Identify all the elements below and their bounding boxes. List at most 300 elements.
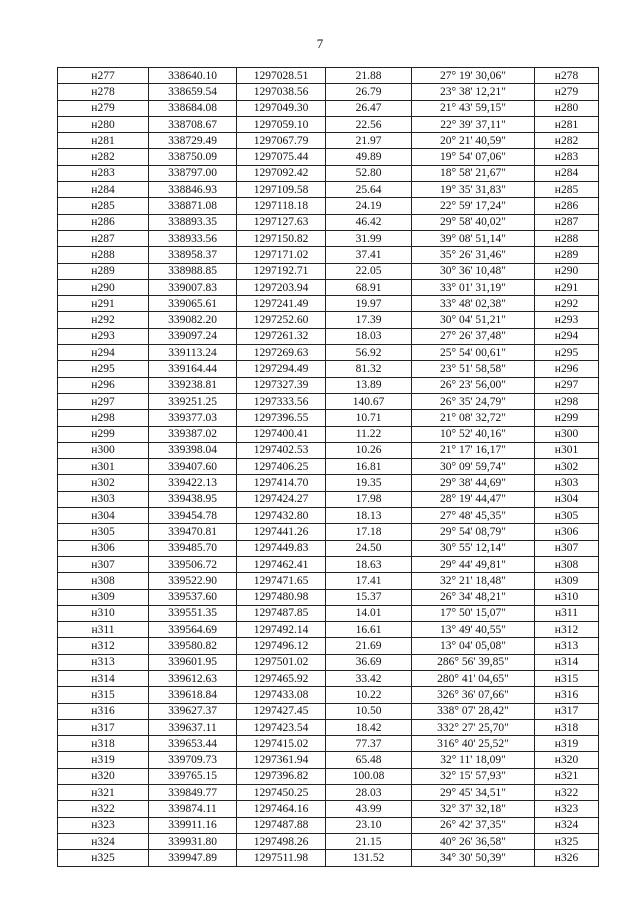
point-id-cell: н315 bbox=[58, 687, 149, 703]
next-point-cell: н280 bbox=[535, 100, 599, 116]
x-coordinate-cell: 339709.73 bbox=[149, 752, 237, 768]
y-coordinate-cell: 1297496.12 bbox=[237, 638, 326, 654]
x-coordinate-cell: 338797.00 bbox=[149, 165, 237, 181]
point-id-cell: н298 bbox=[58, 410, 149, 426]
table-row bbox=[58, 670, 599, 686]
bearing-cell: 20° 21' 40,59" bbox=[412, 133, 535, 149]
next-point-cell: н293 bbox=[535, 312, 599, 328]
bearing-cell: 22° 39' 37,11" bbox=[412, 116, 535, 132]
bearing-cell: 27° 26' 37,48" bbox=[412, 328, 535, 344]
bearing-cell: 326° 36' 07,66" bbox=[412, 687, 535, 703]
x-coordinate-cell: 339377.03 bbox=[149, 410, 237, 426]
x-coordinate-cell: 339407.60 bbox=[149, 459, 237, 475]
next-point-cell: н307 bbox=[535, 540, 599, 556]
table-row bbox=[58, 345, 599, 361]
point-id-cell: н297 bbox=[58, 393, 149, 409]
next-point-cell: н291 bbox=[535, 279, 599, 295]
bearing-cell: 25° 54' 00,61" bbox=[412, 345, 535, 361]
distance-cell: 49.89 bbox=[326, 149, 412, 165]
y-coordinate-cell: 1297511.98 bbox=[237, 850, 326, 866]
bearing-cell: 29° 45' 34,51" bbox=[412, 785, 535, 801]
bearing-cell: 21° 43' 59,15" bbox=[412, 100, 535, 116]
table-row bbox=[58, 296, 599, 312]
y-coordinate-cell: 1297462.41 bbox=[237, 556, 326, 572]
next-point-cell: н320 bbox=[535, 752, 599, 768]
x-coordinate-cell: 339113.24 bbox=[149, 345, 237, 361]
x-coordinate-cell: 338846.93 bbox=[149, 182, 237, 198]
y-coordinate-cell: 1297241.49 bbox=[237, 296, 326, 312]
y-coordinate-cell: 1297396.55 bbox=[237, 410, 326, 426]
table-row bbox=[58, 703, 599, 719]
table-row bbox=[58, 605, 599, 621]
next-point-cell: н296 bbox=[535, 361, 599, 377]
distance-cell: 15.37 bbox=[326, 589, 412, 605]
x-coordinate-cell: 339438.95 bbox=[149, 491, 237, 507]
bearing-cell: 17° 50' 15,07" bbox=[412, 605, 535, 621]
next-point-cell: н322 bbox=[535, 785, 599, 801]
point-id-cell: н290 bbox=[58, 279, 149, 295]
point-id-cell: н289 bbox=[58, 263, 149, 279]
point-id-cell: н310 bbox=[58, 605, 149, 621]
bearing-cell: 286° 56' 39,85" bbox=[412, 654, 535, 670]
y-coordinate-cell: 1297092.42 bbox=[237, 165, 326, 181]
x-coordinate-cell: 338933.56 bbox=[149, 230, 237, 246]
distance-cell: 17.41 bbox=[326, 573, 412, 589]
bearing-cell: 280° 41' 04,65" bbox=[412, 670, 535, 686]
table-row bbox=[58, 491, 599, 507]
next-point-cell: н313 bbox=[535, 638, 599, 654]
next-point-cell: н300 bbox=[535, 426, 599, 442]
point-id-cell: н288 bbox=[58, 247, 149, 263]
x-coordinate-cell: 339065.61 bbox=[149, 296, 237, 312]
next-point-cell: н298 bbox=[535, 393, 599, 409]
table-row bbox=[58, 719, 599, 735]
x-coordinate-cell: 339422.13 bbox=[149, 475, 237, 491]
bearing-cell: 19° 35' 31,83" bbox=[412, 182, 535, 198]
table-row bbox=[58, 312, 599, 328]
point-id-cell: н278 bbox=[58, 84, 149, 100]
distance-cell: 16.61 bbox=[326, 622, 412, 638]
next-point-cell: н315 bbox=[535, 670, 599, 686]
x-coordinate-cell: 338893.35 bbox=[149, 214, 237, 230]
distance-cell: 36.69 bbox=[326, 654, 412, 670]
y-coordinate-cell: 1297424.27 bbox=[237, 491, 326, 507]
table-row bbox=[58, 263, 599, 279]
distance-cell: 10.26 bbox=[326, 442, 412, 458]
next-point-cell: н318 bbox=[535, 719, 599, 735]
table-row bbox=[58, 393, 599, 409]
x-coordinate-cell: 339653.44 bbox=[149, 736, 237, 752]
distance-cell: 19.97 bbox=[326, 296, 412, 312]
bearing-cell: 32° 37' 32,18" bbox=[412, 801, 535, 817]
y-coordinate-cell: 1297127.63 bbox=[237, 214, 326, 230]
x-coordinate-cell: 339398.04 bbox=[149, 442, 237, 458]
y-coordinate-cell: 1297038.56 bbox=[237, 84, 326, 100]
x-coordinate-cell: 338708.67 bbox=[149, 116, 237, 132]
table-row bbox=[58, 752, 599, 768]
next-point-cell: н319 bbox=[535, 736, 599, 752]
next-point-cell: н311 bbox=[535, 605, 599, 621]
x-coordinate-cell: 339765.15 bbox=[149, 768, 237, 784]
point-id-cell: н305 bbox=[58, 524, 149, 540]
y-coordinate-cell: 1297269.63 bbox=[237, 345, 326, 361]
next-point-cell: н321 bbox=[535, 768, 599, 784]
table-row bbox=[58, 442, 599, 458]
bearing-cell: 33° 48' 02,38" bbox=[412, 296, 535, 312]
bearing-cell: 39° 08' 51,14" bbox=[412, 230, 535, 246]
point-id-cell: н286 bbox=[58, 214, 149, 230]
point-id-cell: н306 bbox=[58, 540, 149, 556]
bearing-cell: 34° 30' 50,39" bbox=[412, 850, 535, 866]
table-row bbox=[58, 165, 599, 181]
table-row bbox=[58, 116, 599, 132]
point-id-cell: н295 bbox=[58, 361, 149, 377]
distance-cell: 18.63 bbox=[326, 556, 412, 572]
x-coordinate-cell: 338684.08 bbox=[149, 100, 237, 116]
y-coordinate-cell: 1297252.60 bbox=[237, 312, 326, 328]
distance-cell: 10.50 bbox=[326, 703, 412, 719]
x-coordinate-cell: 338958.37 bbox=[149, 247, 237, 263]
next-point-cell: н301 bbox=[535, 442, 599, 458]
x-coordinate-cell: 339627.37 bbox=[149, 703, 237, 719]
distance-cell: 100.08 bbox=[326, 768, 412, 784]
y-coordinate-cell: 1297118.18 bbox=[237, 198, 326, 214]
table-row bbox=[58, 573, 599, 589]
distance-cell: 22.05 bbox=[326, 263, 412, 279]
next-point-cell: н278 bbox=[535, 68, 599, 84]
distance-cell: 28.03 bbox=[326, 785, 412, 801]
next-point-cell: н289 bbox=[535, 247, 599, 263]
next-point-cell: н297 bbox=[535, 377, 599, 393]
y-coordinate-cell: 1297396.82 bbox=[237, 768, 326, 784]
table-row bbox=[58, 654, 599, 670]
bearing-cell: 30° 36' 10,48" bbox=[412, 263, 535, 279]
bearing-cell: 13° 04' 05,08" bbox=[412, 638, 535, 654]
bearing-cell: 13° 49' 40,55" bbox=[412, 622, 535, 638]
x-coordinate-cell: 339564.69 bbox=[149, 622, 237, 638]
table-row bbox=[58, 556, 599, 572]
point-id-cell: н291 bbox=[58, 296, 149, 312]
distance-cell: 131.52 bbox=[326, 850, 412, 866]
table-row bbox=[58, 426, 599, 442]
point-id-cell: н316 bbox=[58, 703, 149, 719]
bearing-cell: 32° 15' 57,93" bbox=[412, 768, 535, 784]
y-coordinate-cell: 1297492.14 bbox=[237, 622, 326, 638]
bearing-cell: 23° 51' 58,58" bbox=[412, 361, 535, 377]
x-coordinate-cell: 339911.16 bbox=[149, 817, 237, 833]
table-row bbox=[58, 214, 599, 230]
x-coordinate-cell: 339637.11 bbox=[149, 719, 237, 735]
distance-cell: 26.47 bbox=[326, 100, 412, 116]
distance-cell: 22.56 bbox=[326, 116, 412, 132]
bearing-cell: 26° 23' 56,00" bbox=[412, 377, 535, 393]
bearing-cell: 338° 07' 28,42" bbox=[412, 703, 535, 719]
table-row bbox=[58, 850, 599, 866]
bearing-cell: 29° 54' 08,79" bbox=[412, 524, 535, 540]
x-coordinate-cell: 338729.49 bbox=[149, 133, 237, 149]
table-row bbox=[58, 508, 599, 524]
point-id-cell: н277 bbox=[58, 68, 149, 84]
table-row bbox=[58, 182, 599, 198]
point-id-cell: н283 bbox=[58, 165, 149, 181]
next-point-cell: н305 bbox=[535, 508, 599, 524]
table-row bbox=[58, 410, 599, 426]
x-coordinate-cell: 339485.70 bbox=[149, 540, 237, 556]
point-id-cell: н312 bbox=[58, 638, 149, 654]
distance-cell: 26.79 bbox=[326, 84, 412, 100]
distance-cell: 21.69 bbox=[326, 638, 412, 654]
x-coordinate-cell: 339580.82 bbox=[149, 638, 237, 654]
table-row bbox=[58, 68, 599, 84]
y-coordinate-cell: 1297487.88 bbox=[237, 817, 326, 833]
coordinates-table bbox=[57, 67, 599, 867]
bearing-cell: 29° 58' 40,02" bbox=[412, 214, 535, 230]
y-coordinate-cell: 1297361.94 bbox=[237, 752, 326, 768]
y-coordinate-cell: 1297471.65 bbox=[237, 573, 326, 589]
distance-cell: 31.99 bbox=[326, 230, 412, 246]
bearing-cell: 22° 59' 17,24" bbox=[412, 198, 535, 214]
distance-cell: 81.32 bbox=[326, 361, 412, 377]
x-coordinate-cell: 338871.08 bbox=[149, 198, 237, 214]
y-coordinate-cell: 1297406.25 bbox=[237, 459, 326, 475]
table-row bbox=[58, 638, 599, 654]
bearing-cell: 30° 55' 12,14" bbox=[412, 540, 535, 556]
point-id-cell: н317 bbox=[58, 719, 149, 735]
y-coordinate-cell: 1297192.71 bbox=[237, 263, 326, 279]
y-coordinate-cell: 1297150.82 bbox=[237, 230, 326, 246]
point-id-cell: н308 bbox=[58, 573, 149, 589]
point-id-cell: н324 bbox=[58, 833, 149, 849]
table-row bbox=[58, 736, 599, 752]
distance-cell: 14.01 bbox=[326, 605, 412, 621]
point-id-cell: н309 bbox=[58, 589, 149, 605]
point-id-cell: н325 bbox=[58, 850, 149, 866]
x-coordinate-cell: 338988.85 bbox=[149, 263, 237, 279]
next-point-cell: н288 bbox=[535, 230, 599, 246]
next-point-cell: н299 bbox=[535, 410, 599, 426]
next-point-cell: н290 bbox=[535, 263, 599, 279]
bearing-cell: 29° 38' 44,69" bbox=[412, 475, 535, 491]
point-id-cell: н300 bbox=[58, 442, 149, 458]
next-point-cell: н287 bbox=[535, 214, 599, 230]
x-coordinate-cell: 339947.89 bbox=[149, 850, 237, 866]
next-point-cell: н308 bbox=[535, 556, 599, 572]
point-id-cell: н279 bbox=[58, 100, 149, 116]
distance-cell: 19.35 bbox=[326, 475, 412, 491]
bearing-cell: 23° 38' 12,21" bbox=[412, 84, 535, 100]
point-id-cell: н299 bbox=[58, 426, 149, 442]
table-row bbox=[58, 801, 599, 817]
distance-cell: 21.88 bbox=[326, 68, 412, 84]
table-row bbox=[58, 524, 599, 540]
y-coordinate-cell: 1297498.26 bbox=[237, 833, 326, 849]
point-id-cell: н280 bbox=[58, 116, 149, 132]
distance-cell: 18.42 bbox=[326, 719, 412, 735]
distance-cell: 18.03 bbox=[326, 328, 412, 344]
table-row bbox=[58, 817, 599, 833]
page-number: 7 bbox=[316, 36, 324, 51]
y-coordinate-cell: 1297294.49 bbox=[237, 361, 326, 377]
y-coordinate-cell: 1297415.02 bbox=[237, 736, 326, 752]
y-coordinate-cell: 1297059.10 bbox=[237, 116, 326, 132]
table-row bbox=[58, 589, 599, 605]
distance-cell: 65.48 bbox=[326, 752, 412, 768]
table-row bbox=[58, 785, 599, 801]
point-id-cell: н314 bbox=[58, 670, 149, 686]
next-point-cell: н326 bbox=[535, 850, 599, 866]
next-point-cell: н316 bbox=[535, 687, 599, 703]
point-id-cell: н281 bbox=[58, 133, 149, 149]
y-coordinate-cell: 1297067.79 bbox=[237, 133, 326, 149]
next-point-cell: н283 bbox=[535, 149, 599, 165]
next-point-cell: н303 bbox=[535, 475, 599, 491]
bearing-cell: 26° 34' 48,21" bbox=[412, 589, 535, 605]
next-point-cell: н302 bbox=[535, 459, 599, 475]
y-coordinate-cell: 1297427.45 bbox=[237, 703, 326, 719]
distance-cell: 33.42 bbox=[326, 670, 412, 686]
y-coordinate-cell: 1297203.94 bbox=[237, 279, 326, 295]
point-id-cell: н301 bbox=[58, 459, 149, 475]
x-coordinate-cell: 339537.60 bbox=[149, 589, 237, 605]
x-coordinate-cell: 339874.11 bbox=[149, 801, 237, 817]
bearing-cell: 332° 27' 25,70" bbox=[412, 719, 535, 735]
bearing-cell: 35° 26' 31,46" bbox=[412, 247, 535, 263]
point-id-cell: н322 bbox=[58, 801, 149, 817]
next-point-cell: н282 bbox=[535, 133, 599, 149]
y-coordinate-cell: 1297480.98 bbox=[237, 589, 326, 605]
x-coordinate-cell: 338750.09 bbox=[149, 149, 237, 165]
next-point-cell: н284 bbox=[535, 165, 599, 181]
point-id-cell: н292 bbox=[58, 312, 149, 328]
table-row bbox=[58, 230, 599, 246]
table-row bbox=[58, 328, 599, 344]
bearing-cell: 32° 21' 18,48" bbox=[412, 573, 535, 589]
bearing-cell: 27° 48' 45,35" bbox=[412, 508, 535, 524]
distance-cell: 68.91 bbox=[326, 279, 412, 295]
x-coordinate-cell: 339082.20 bbox=[149, 312, 237, 328]
distance-cell: 10.22 bbox=[326, 687, 412, 703]
table-row bbox=[58, 833, 599, 849]
next-point-cell: н324 bbox=[535, 817, 599, 833]
y-coordinate-cell: 1297171.02 bbox=[237, 247, 326, 263]
point-id-cell: н287 bbox=[58, 230, 149, 246]
table-row bbox=[58, 459, 599, 475]
x-coordinate-cell: 339454.78 bbox=[149, 508, 237, 524]
distance-cell: 21.15 bbox=[326, 833, 412, 849]
bearing-cell: 30° 04' 51,21" bbox=[412, 312, 535, 328]
x-coordinate-cell: 339238.81 bbox=[149, 377, 237, 393]
table-row bbox=[58, 84, 599, 100]
next-point-cell: н317 bbox=[535, 703, 599, 719]
point-id-cell: н294 bbox=[58, 345, 149, 361]
bearing-cell: 27° 19' 30,06" bbox=[412, 68, 535, 84]
bearing-cell: 10° 52' 40,16" bbox=[412, 426, 535, 442]
y-coordinate-cell: 1297423.54 bbox=[237, 719, 326, 735]
point-id-cell: н296 bbox=[58, 377, 149, 393]
distance-cell: 24.50 bbox=[326, 540, 412, 556]
x-coordinate-cell: 339522.90 bbox=[149, 573, 237, 589]
bearing-cell: 18° 58' 21,67" bbox=[412, 165, 535, 181]
next-point-cell: н295 bbox=[535, 345, 599, 361]
distance-cell: 17.39 bbox=[326, 312, 412, 328]
distance-cell: 21.97 bbox=[326, 133, 412, 149]
point-id-cell: н313 bbox=[58, 654, 149, 670]
y-coordinate-cell: 1297465.92 bbox=[237, 670, 326, 686]
x-coordinate-cell: 339506.72 bbox=[149, 556, 237, 572]
table-row bbox=[58, 133, 599, 149]
distance-cell: 18.13 bbox=[326, 508, 412, 524]
next-point-cell: н279 bbox=[535, 84, 599, 100]
bearing-cell: 33° 01' 31,19" bbox=[412, 279, 535, 295]
table-row bbox=[58, 377, 599, 393]
x-coordinate-cell: 339612.63 bbox=[149, 670, 237, 686]
next-point-cell: н306 bbox=[535, 524, 599, 540]
y-coordinate-cell: 1297441.26 bbox=[237, 524, 326, 540]
y-coordinate-cell: 1297261.32 bbox=[237, 328, 326, 344]
table-row bbox=[58, 687, 599, 703]
y-coordinate-cell: 1297049.30 bbox=[237, 100, 326, 116]
next-point-cell: н294 bbox=[535, 328, 599, 344]
table-row bbox=[58, 100, 599, 116]
bearing-cell: 26° 35' 24,79" bbox=[412, 393, 535, 409]
distance-cell: 13.89 bbox=[326, 377, 412, 393]
y-coordinate-cell: 1297402.53 bbox=[237, 442, 326, 458]
point-id-cell: н303 bbox=[58, 491, 149, 507]
next-point-cell: н304 bbox=[535, 491, 599, 507]
x-coordinate-cell: 338659.54 bbox=[149, 84, 237, 100]
next-point-cell: н312 bbox=[535, 622, 599, 638]
x-coordinate-cell: 338640.10 bbox=[149, 68, 237, 84]
next-point-cell: н286 bbox=[535, 198, 599, 214]
next-point-cell: н323 bbox=[535, 801, 599, 817]
y-coordinate-cell: 1297333.56 bbox=[237, 393, 326, 409]
next-point-cell: н292 bbox=[535, 296, 599, 312]
x-coordinate-cell: 339007.83 bbox=[149, 279, 237, 295]
y-coordinate-cell: 1297028.51 bbox=[237, 68, 326, 84]
point-id-cell: н293 bbox=[58, 328, 149, 344]
coordinates-table-body bbox=[58, 68, 599, 867]
distance-cell: 25.64 bbox=[326, 182, 412, 198]
bearing-cell: 21° 08' 32,72" bbox=[412, 410, 535, 426]
y-coordinate-cell: 1297449.83 bbox=[237, 540, 326, 556]
y-coordinate-cell: 1297075.44 bbox=[237, 149, 326, 165]
point-id-cell: н323 bbox=[58, 817, 149, 833]
y-coordinate-cell: 1297109.58 bbox=[237, 182, 326, 198]
bearing-cell: 32° 11' 18,09" bbox=[412, 752, 535, 768]
distance-cell: 24.19 bbox=[326, 198, 412, 214]
point-id-cell: н320 bbox=[58, 768, 149, 784]
y-coordinate-cell: 1297432.80 bbox=[237, 508, 326, 524]
distance-cell: 43.99 bbox=[326, 801, 412, 817]
point-id-cell: н319 bbox=[58, 752, 149, 768]
distance-cell: 140.67 bbox=[326, 393, 412, 409]
point-id-cell: н302 bbox=[58, 475, 149, 491]
distance-cell: 17.98 bbox=[326, 491, 412, 507]
y-coordinate-cell: 1297487.85 bbox=[237, 605, 326, 621]
x-coordinate-cell: 339164.44 bbox=[149, 361, 237, 377]
bearing-cell: 30° 09' 59,74" bbox=[412, 459, 535, 475]
x-coordinate-cell: 339601.95 bbox=[149, 654, 237, 670]
y-coordinate-cell: 1297501.02 bbox=[237, 654, 326, 670]
distance-cell: 52.80 bbox=[326, 165, 412, 181]
distance-cell: 46.42 bbox=[326, 214, 412, 230]
x-coordinate-cell: 339387.02 bbox=[149, 426, 237, 442]
y-coordinate-cell: 1297450.25 bbox=[237, 785, 326, 801]
table-row bbox=[58, 540, 599, 556]
point-id-cell: н311 bbox=[58, 622, 149, 638]
y-coordinate-cell: 1297433.08 bbox=[237, 687, 326, 703]
point-id-cell: н321 bbox=[58, 785, 149, 801]
